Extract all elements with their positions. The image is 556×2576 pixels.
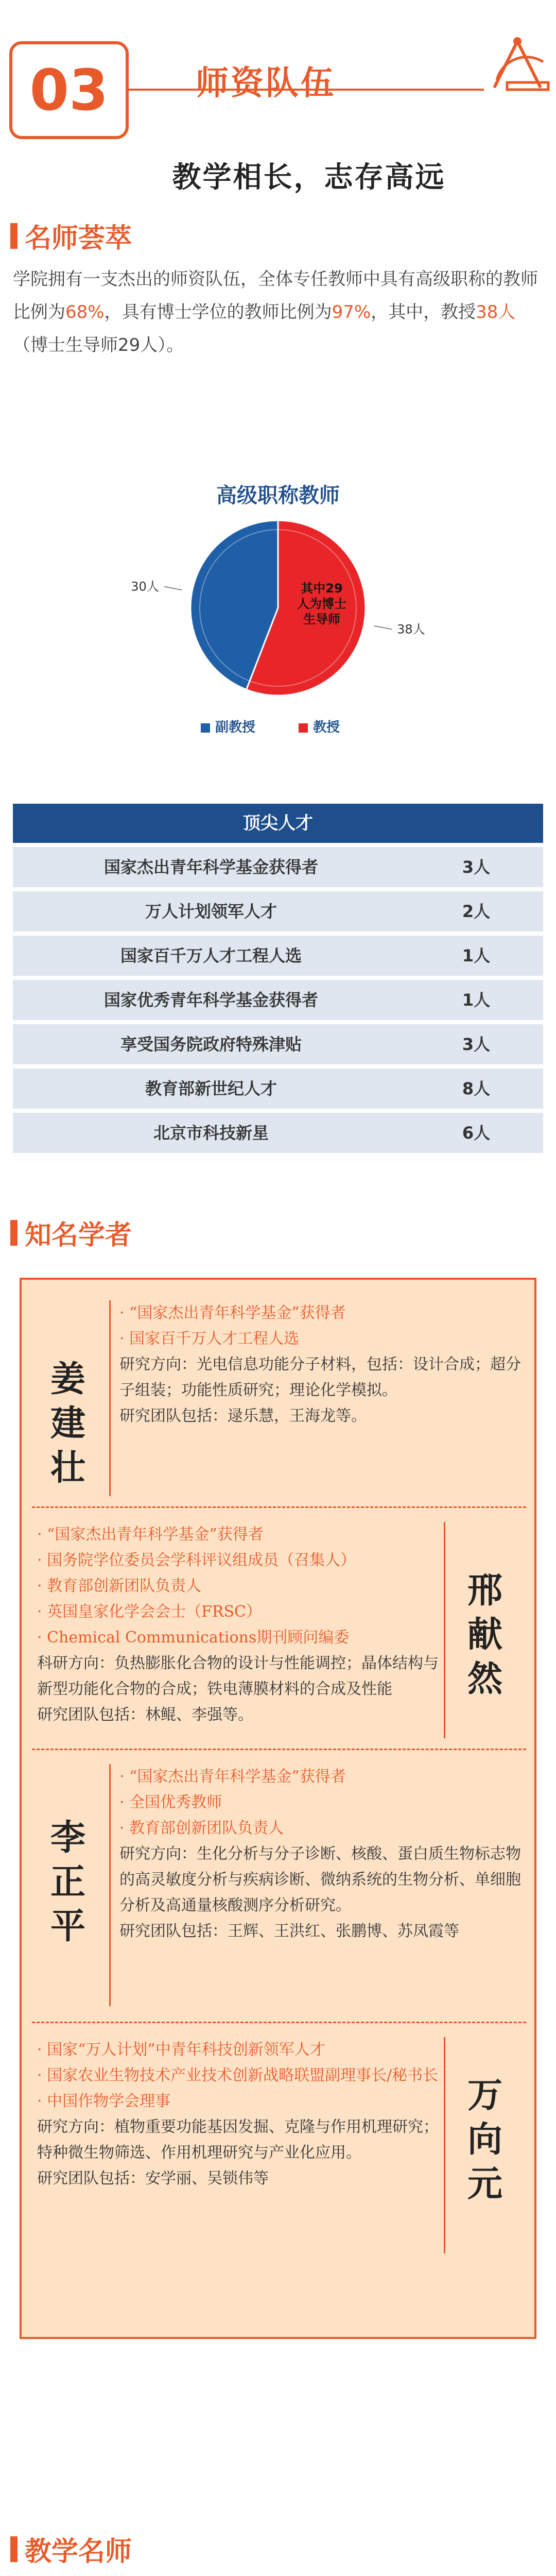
section-title: 教学名师 <box>25 2536 132 2567</box>
talent-table-row <box>13 847 543 887</box>
section-title: 知名学者 <box>25 1220 132 1251</box>
intro-text: ，其中，教授 <box>371 302 476 323</box>
honor-line: · 国家“万人计划”中青年科技创新领军人才 <box>37 2041 325 2059</box>
honor-line: · 教育部创新团队负责人 <box>37 1577 202 1595</box>
section-heading-teaching-masters <box>10 2530 132 2568</box>
intro-highlight: 68% <box>65 302 105 323</box>
honor-line: · “国家杰出青年科学基金”获得者 <box>119 1768 346 1786</box>
divider-dashed <box>32 2022 526 2023</box>
pie-leader-line <box>374 626 392 629</box>
talent-count: 3人 <box>462 1035 491 1054</box>
team-text: 研究团队包括：逯乐慧，王海龙等。 <box>119 1407 367 1425</box>
talent-table <box>13 804 543 1153</box>
talent-category: 享受国务院政府特殊津贴 <box>120 1035 302 1054</box>
talent-category: 教育部新世纪人才 <box>145 1079 277 1098</box>
pie-data-label: 30人 <box>131 579 159 594</box>
legend-label: 副教授 <box>215 720 256 735</box>
page-subtitle: 教学相长，志存高远 <box>172 161 446 194</box>
divider-vertical <box>109 1764 111 2006</box>
scholar-name-wan: 万 向 元 <box>467 2075 502 2205</box>
talent-count: 1人 <box>462 946 491 965</box>
talent-table-row <box>13 936 543 976</box>
section-marker <box>10 1220 18 1246</box>
talent-category: 国家百千万人才工程人选 <box>120 946 302 965</box>
talent-category: 国家优秀青年科学基金获得者 <box>103 990 318 1010</box>
section-marker <box>10 223 18 249</box>
scholar-name-jiang: 姜 建 壮 <box>50 1359 85 1488</box>
legend-swatch <box>299 723 308 733</box>
honor-line: · 国家农业生物技术产业技术创新战略联盟副理事长/秘书长 <box>37 2066 439 2084</box>
divider-vertical <box>109 1300 111 1496</box>
scholar-bio-wan <box>37 2037 439 2192</box>
talent-count: 1人 <box>462 990 491 1010</box>
legend-swatch <box>201 723 210 733</box>
scholar-bio-xing <box>37 1522 439 1728</box>
honor-line: · Chemical Communications期刊顾问编委 <box>37 1629 350 1647</box>
research-text: 科研方向：负热膨胀化合物的设计与性能调控；晶体结构与新型功能化合物的合成；铁电薄膜材料的合成及性能 <box>37 1654 439 1698</box>
honor-line: · 教育部创新团队负责人 <box>119 1819 284 1837</box>
team-text: 研究团队包括：安学丽、吴锁伟等 <box>37 2170 269 2188</box>
pie-leader-line <box>164 587 182 590</box>
intro-text: 学院拥有一支杰出的师资队伍，全体专任教师中具有高级职称的教师比例为 <box>13 269 538 323</box>
talent-category: 万人计划领军人才 <box>145 902 277 921</box>
section-title: 名师荟萃 <box>25 223 132 254</box>
honor-line: · 全国优秀教师 <box>119 1793 222 1811</box>
talent-table-header: 顶尖人才 <box>13 804 543 843</box>
divider-vertical <box>444 1522 445 1738</box>
section-marker <box>10 2536 18 2562</box>
divider-dashed <box>32 1506 526 1508</box>
honor-line: · 国务院学位委员会学科评议组成员（召集人） <box>37 1551 356 1569</box>
talent-table-row <box>13 1024 543 1064</box>
legend-label: 教授 <box>313 720 340 735</box>
talent-table-row <box>13 980 543 1020</box>
drafting-tools-icon <box>486 31 551 98</box>
section-heading-famous-teachers <box>10 216 132 255</box>
talent-table-row <box>13 1113 543 1153</box>
research-text: 研究方向：生化分析与分子诊断、核酸、蛋白质生物标志物的高灵敏度分析与疾病诊断、微纳系统的生物分析、单细胞分析及高通量核酸测序分析研究。 <box>119 1845 521 1914</box>
research-text: 研究方向：光电信息功能分子材料，包括：设计合成；超分子组装；功能性质研究；理论化学模拟。 <box>119 1355 521 1399</box>
talent-category: 北京市科技新星 <box>153 1123 269 1143</box>
honor-line: · “国家杰出青年科学基金”获得者 <box>37 1526 264 1544</box>
page-title: 师资队伍 <box>196 64 336 103</box>
intro-highlight: 38人 <box>476 302 516 323</box>
research-text: 研究方向：植物重要功能基因发掘、克隆与作用机理研究；特种微生物筛选、作用机理研究与产业化应用。 <box>37 2118 439 2162</box>
talent-category: 国家杰出青年科学基金获得者 <box>103 857 318 877</box>
intro-text: （博士生导师29人）。 <box>13 335 184 355</box>
intro-text: ，具有博士学位的教师比例为 <box>104 302 332 323</box>
talent-count: 8人 <box>462 1079 491 1098</box>
honor-line: · 中国作物学会理事 <box>37 2092 171 2110</box>
talent-count: 3人 <box>462 857 491 877</box>
pie-annotation: 其中29 <box>301 581 343 596</box>
faculty-intro-paragraph <box>13 263 543 362</box>
title-pie-chart <box>124 510 432 747</box>
section-number-badge: 03 <box>9 41 129 139</box>
scholar-name-xing: 邢 献 然 <box>467 1570 502 1700</box>
section-heading-scholars <box>10 1213 132 1252</box>
team-text: 研究团队包括：林鲲、李强等。 <box>37 1706 253 1724</box>
honor-line: · 国家百千万人才工程人选 <box>119 1330 300 1348</box>
scholar-bio-li <box>119 1764 521 1944</box>
chart-title: 高级职称教师 <box>216 484 340 507</box>
divider-vertical <box>444 2037 445 2253</box>
divider-dashed <box>32 1749 526 1750</box>
scholar-name-li: 李 正 平 <box>50 1817 85 1947</box>
pie-annotation: 生导师 <box>303 612 340 626</box>
honor-line: · “国家杰出青年科学基金”获得者 <box>119 1304 346 1322</box>
honor-line: · 英国皇家化学会会士（FRSC） <box>37 1603 262 1621</box>
talent-count: 6人 <box>462 1123 491 1143</box>
scholars-panel <box>20 1278 536 2339</box>
scholar-bio-jiang <box>119 1300 521 1429</box>
team-text: 研究团队包括：王辉、王洪红、张鹏博、苏凤霞等 <box>119 1922 459 1940</box>
intro-highlight: 97% <box>332 302 371 323</box>
pie-annotation: 人为博士 <box>297 597 346 611</box>
talent-count: 2人 <box>462 902 491 921</box>
talent-table-row <box>13 891 543 931</box>
pie-data-label: 38人 <box>397 622 425 637</box>
talent-table-row <box>13 1069 543 1109</box>
